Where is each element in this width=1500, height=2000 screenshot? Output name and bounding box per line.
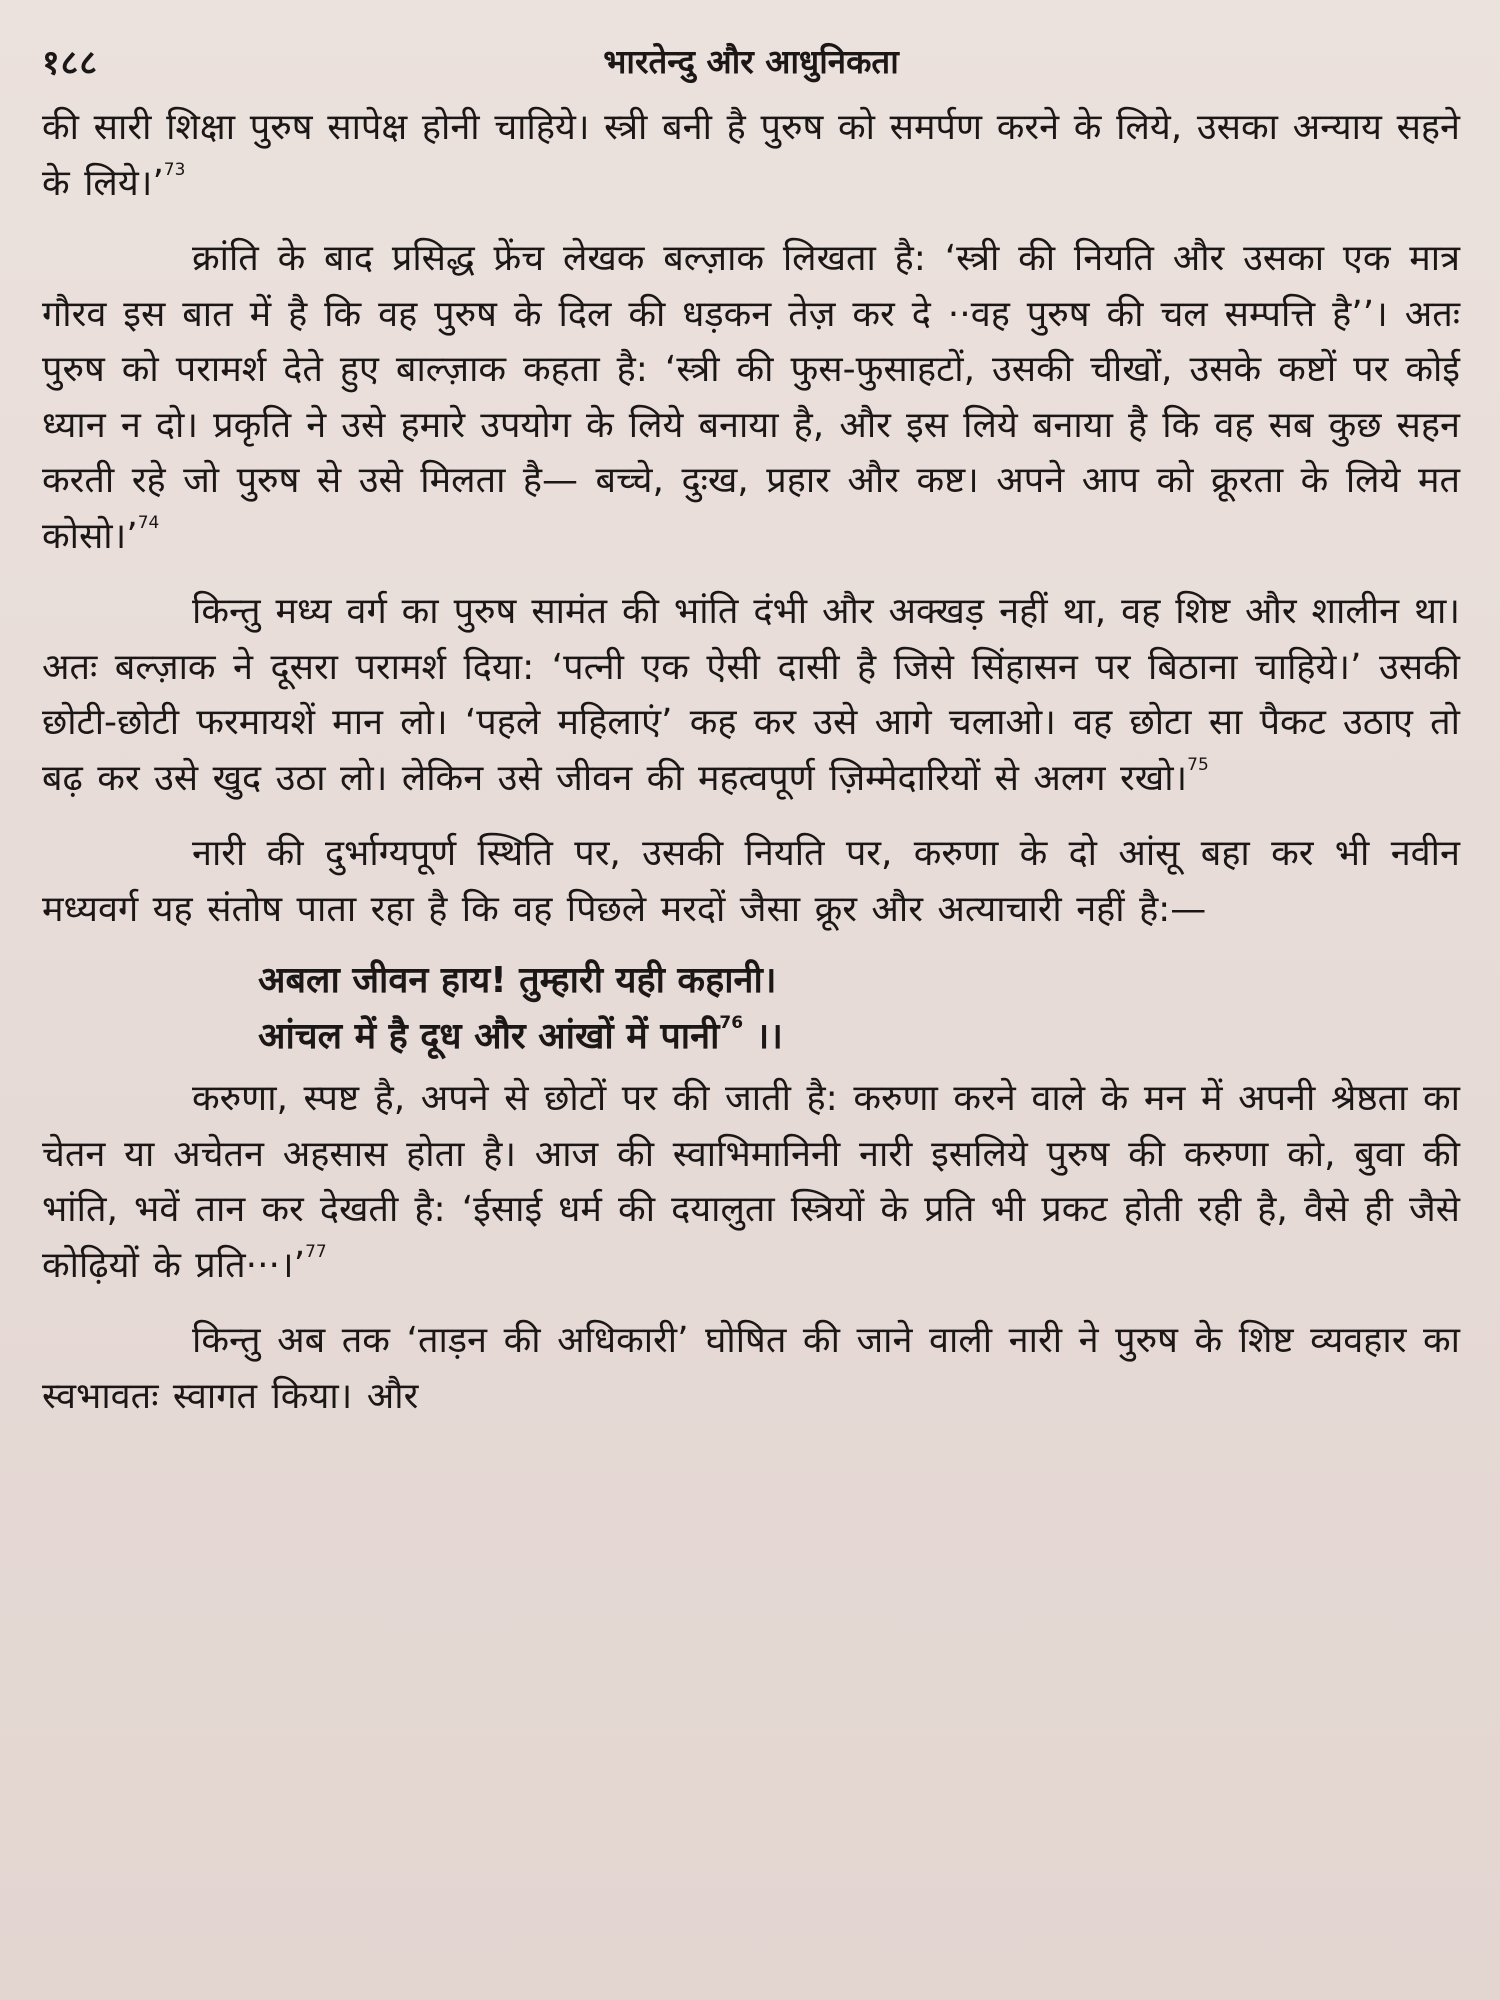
footnote-marker: 77 <box>305 1241 327 1262</box>
paragraph-text: करुणा, स्पष्ट है, अपने से छोटों पर की जाती है: करुणा करने वाले के मन में अपनी श्रेष्ठता का चेतन या अचेतन अहसास होता है। आज की स्वाभिमानिनी नारी इसलिये पुरुष की करुणा को, बुवा की भांति, भवें तान कर देखती है: ‘ईसाई धर्म की दयालुता स्त्रियों के प्रति भी प्रकट होती रही है, वैसे ही जैसे कोढ़ियों के प्रति···।’ <box>42 1078 1460 1286</box>
paragraph-text: किन्तु अब तक ‘ताड़न की अधिकारी’ घोषित की जाने वाली नारी ने पुरुष के शिष्ट व्यवहार का स्वभावतः स्वागत किया। और <box>42 1320 1460 1417</box>
paragraph-text: क्रांति के बाद प्रसिद्ध फ्रेंच लेखक बल्ज़ाक लिखता है: ‘स्त्री की नियति और उसका एक मात्र गौरव इस बात में है कि वह पुरुष के दिल की धड़कन तेज़ कर दे ··वह पुरुष की चल सम्पत्ति है’’। अतः पुरुष को परामर्श देते हुए बाल्ज़ाक कहता है: ‘स्त्री की फुस-फुसाहटों, उसकी चीखों, उसके कष्टों पर कोई ध्यान न दो। प्रकृति ने उसे हमारे उपयोग के लिये बनाया है, और इस लिये बनाया है कि वह सब कुछ सहन करती रहे जो पुरुष से उसे मिलता है— बच्चे, दुःख, प्रहार और कष्ट। अपने आप को क्रूरता के लिये मत कोसो।’ <box>42 238 1460 557</box>
paragraph-4 <box>42 826 1460 937</box>
paragraph-1 <box>42 100 1460 211</box>
verse-quote <box>42 953 1460 1065</box>
verse-line-2-text: आंचल में है दूध और आंखों में पानी <box>258 1016 720 1057</box>
paragraph-text: किन्तु मध्य वर्ग का पुरुष सामंत की भांति दंभी और अक्खड़ नहीं था, वह शिष्ट और शालीन था। अतः बल्ज़ाक ने दूसरा परामर्श दिया: ‘पत्नी एक ऐसी दासी है जिसे सिंहासन पर बिठाना चाहिये।’ उसकी छोटी-छोटी फरमायशें मान लो। ‘पहले महिलाएं’ कह कर उसे आगे चलाओ। वह छोटा सा पैकट उठाए तो बढ़ कर उसे खुद उठा लो। लेकिन उसे जीवन की महत्वपूर्ण ज़िम्मेदारियों से अलग रखो। <box>42 591 1460 799</box>
paragraph-5 <box>42 1071 1460 1293</box>
paragraph-text: की सारी शिक्षा पुरुष सापेक्ष होनी चाहिये। स्त्री बनी है पुरुष को समर्पण करने के लिये, उसका अन्याय सहने के लिये।’ <box>42 107 1460 204</box>
paragraph-3 <box>42 584 1460 806</box>
paragraph-2 <box>42 231 1460 564</box>
footnote-marker: 75 <box>1187 754 1209 775</box>
paragraph-text: नारी की दुर्भाग्यपूर्ण स्थिति पर, उसकी नियति पर, करुणा के दो आंसू बहा कर भी नवीन मध्यवर्ग यह संतोष पाता रहा है कि वह पिछले मरदों जैसा क्रूर और अत्याचारी नहीं है:— <box>42 833 1460 930</box>
footnote-marker: 74 <box>137 512 160 533</box>
page-number: १८८ <box>42 43 99 83</box>
footnote-marker: 73 <box>163 159 186 180</box>
footnote-marker: 76 <box>719 1013 744 1033</box>
body-text <box>42 100 1460 1424</box>
verse-line-2-end: ।। <box>743 1016 783 1057</box>
verse-line-1: अबला जीवन हाय! तुम्हारी यही कहानी। <box>258 960 777 1001</box>
verse-line-2 <box>42 1009 1460 1065</box>
paragraph-6 <box>42 1313 1460 1424</box>
page-header <box>42 38 1460 100</box>
running-title: भारतेन्दु और आधुनिकता <box>603 42 899 81</box>
